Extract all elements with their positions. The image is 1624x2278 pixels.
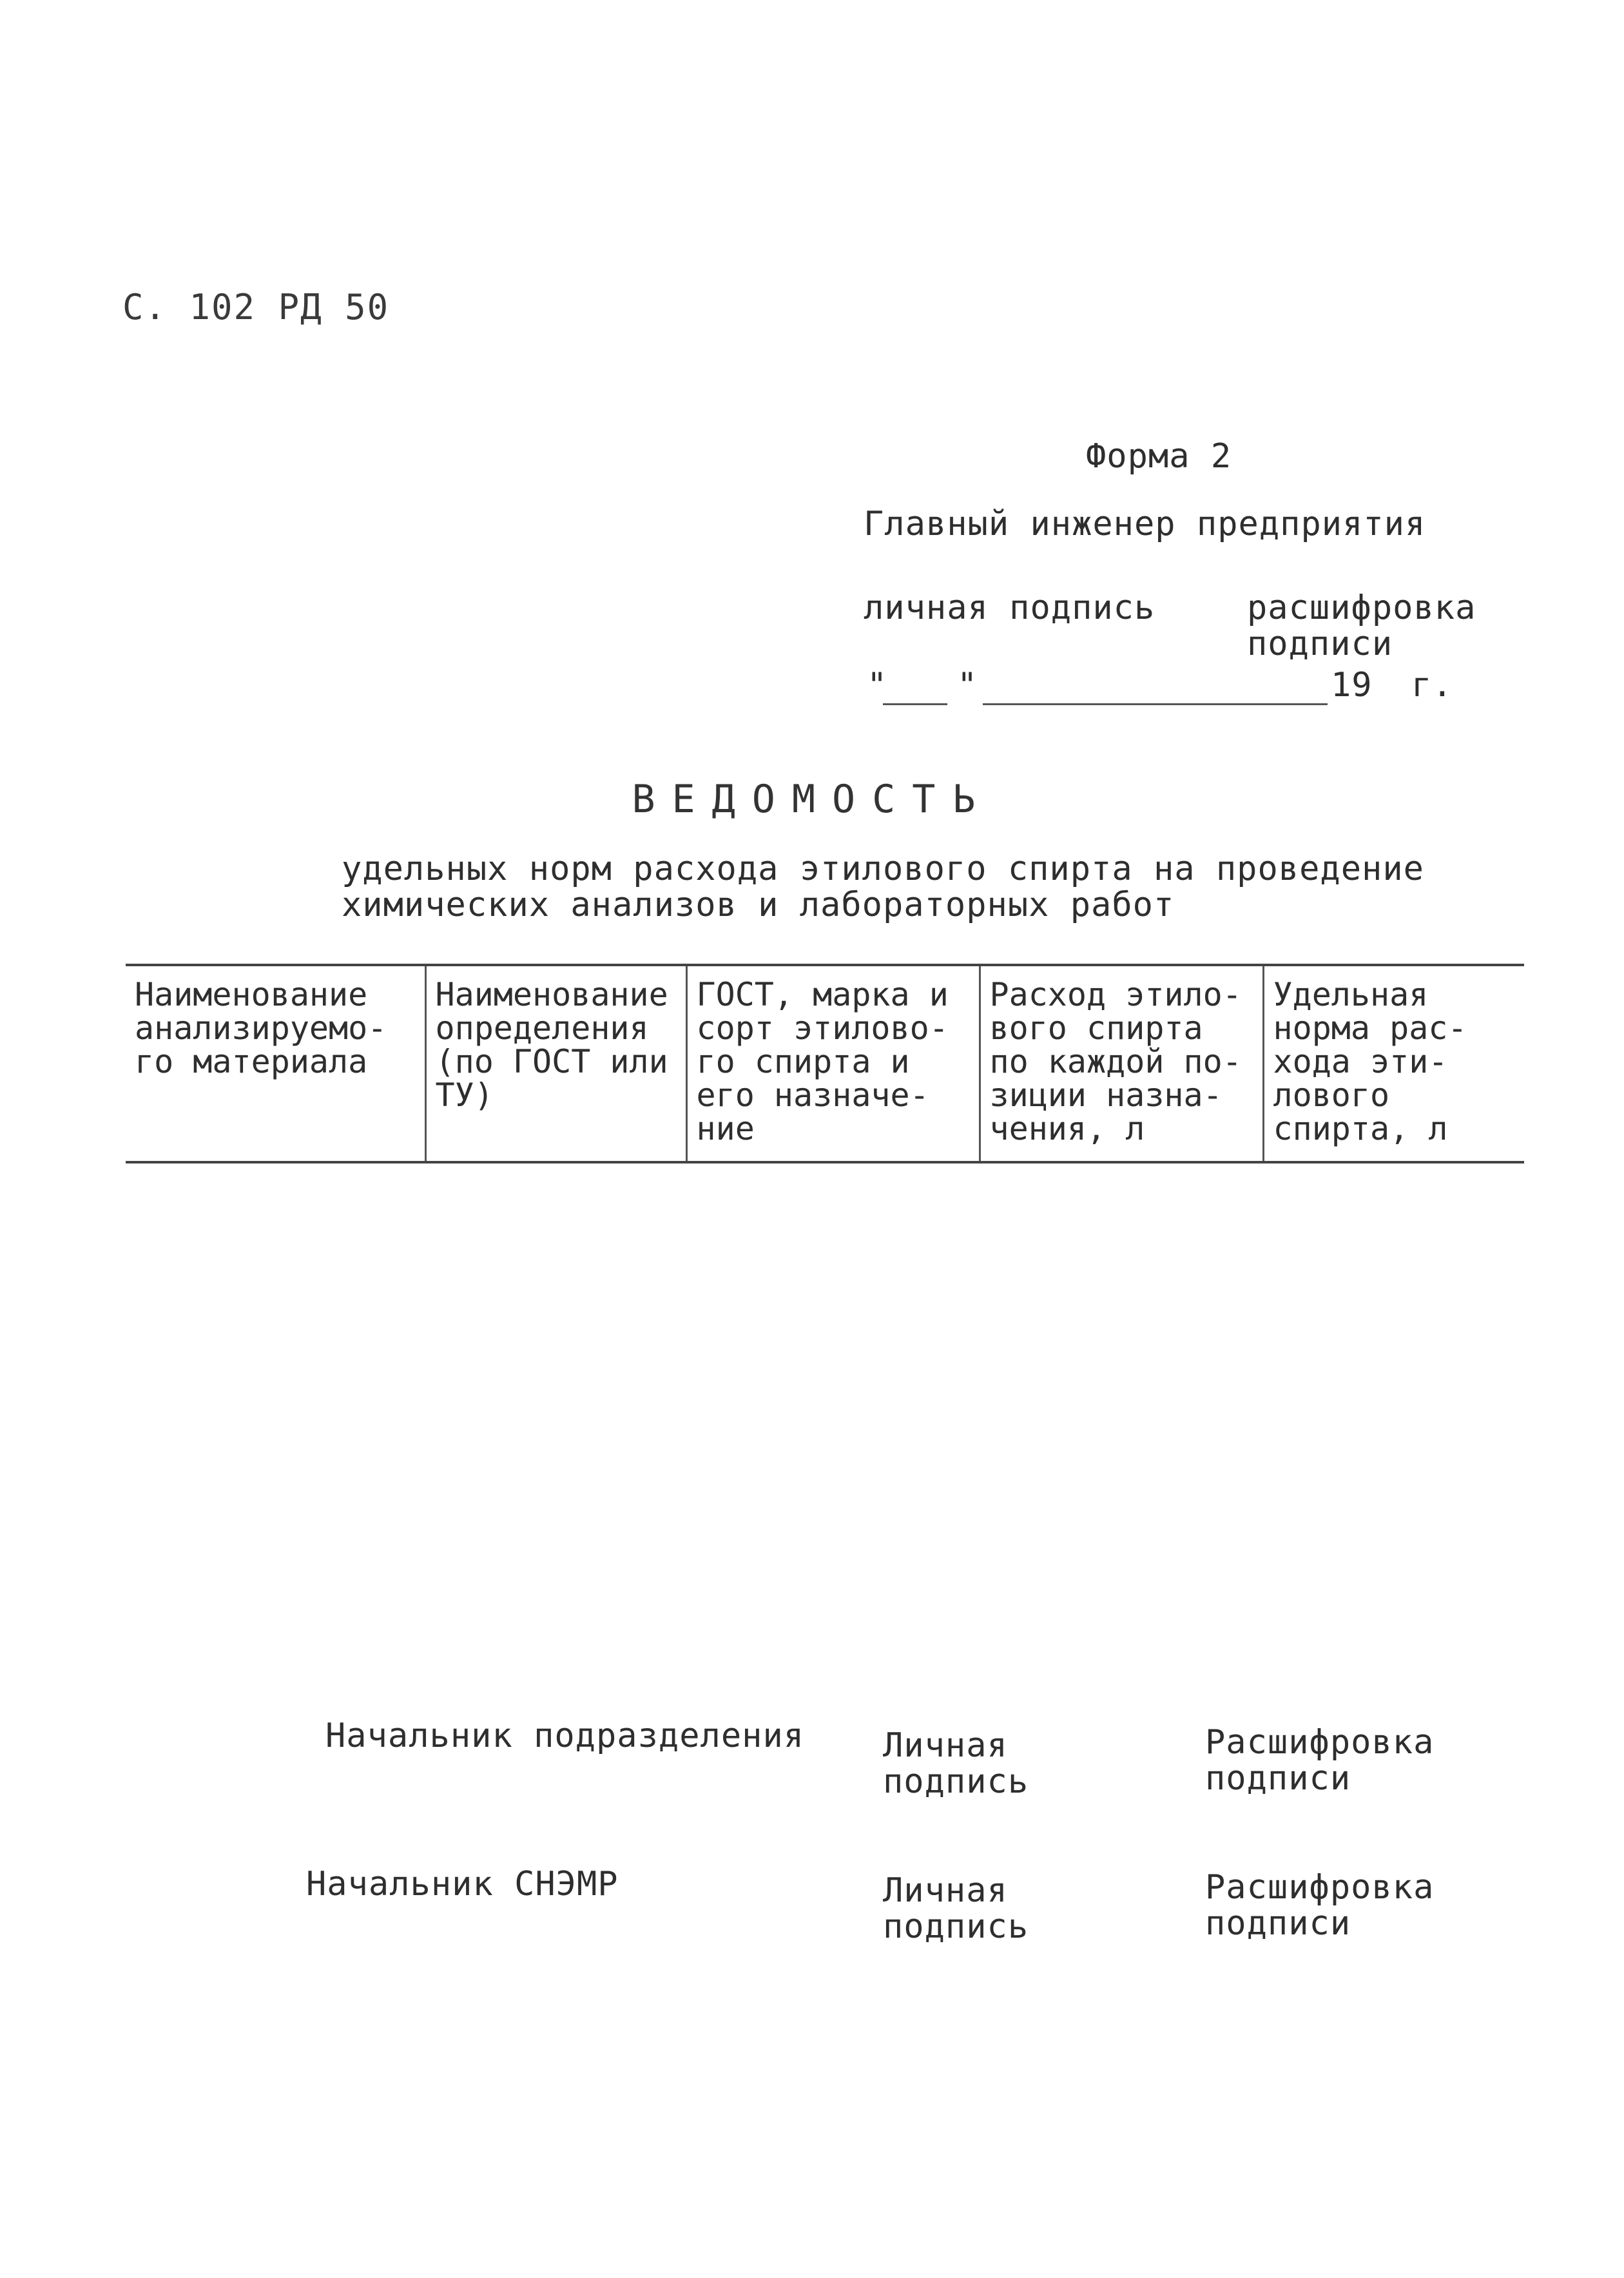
approver-title: Главный инженер предприятия	[864, 505, 1426, 543]
signatory-role-snemr-head: Начальник СНЭМР	[306, 1865, 619, 1903]
table-header-row	[126, 965, 1524, 1162]
signatory-decode-label: Расшифровка подписи	[1205, 1723, 1435, 1798]
column-header-determination: Наименование определения (по ГОСТ или ТУ)	[425, 965, 686, 1162]
date-quote-open: "	[867, 666, 888, 705]
signatory-role-department-head: Начальник подразделения	[325, 1717, 805, 1755]
norms-table	[126, 964, 1524, 1163]
day-blank-line	[883, 703, 947, 705]
month-blank-line	[983, 703, 1328, 705]
column-header-gost-grade: ГОСТ, марка и сорт этилово- го спирта и его назначе- ние	[686, 965, 980, 1162]
column-header-material: Наименование анализируемо- го материала	[126, 965, 425, 1162]
year-suffix: г.	[1411, 666, 1453, 705]
document-subtitle: удельных норм расхода этилового спирта на проведение химических анализов и лабораторных работ	[342, 850, 1424, 924]
year-prefix: 19	[1331, 666, 1373, 705]
signatory-signature-label: Личная подпись	[883, 1871, 1029, 1946]
approver-decode-label: расшифровка подписи	[1247, 589, 1476, 663]
document-title: ВЕДОМОСТЬ	[632, 777, 992, 822]
signatory-signature-label: Личная подпись	[883, 1726, 1029, 1801]
page-header: С. 102 РД 50	[122, 287, 390, 327]
column-header-consumption: Расход этило- вого спирта по каждой по- зиции назна- чения, л	[980, 965, 1263, 1162]
date-quote-close: "	[957, 666, 978, 705]
approver-signature-label: личная подпись	[864, 589, 1155, 627]
signatory-decode-label: Расшифровка подписи	[1205, 1868, 1435, 1943]
form-label: Форма 2	[1086, 437, 1232, 476]
column-header-specific-norm: Удельная норма рас- хода эти- лового спирта, л	[1263, 965, 1524, 1162]
approval-date-line	[864, 667, 1469, 706]
